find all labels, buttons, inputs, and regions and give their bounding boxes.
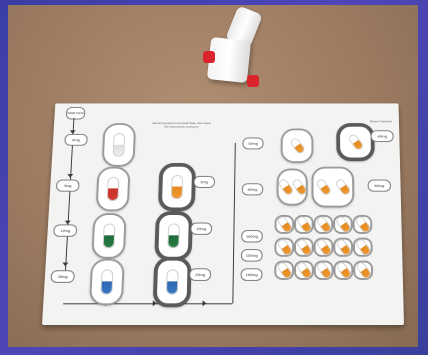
dosage-chart-sheet bbox=[42, 103, 404, 325]
dose-label-text: 160mg bbox=[245, 233, 258, 239]
start-label-text: Start here bbox=[67, 110, 85, 116]
capsule-icon bbox=[315, 215, 332, 234]
capsule-well bbox=[275, 215, 295, 234]
start-label bbox=[66, 107, 86, 120]
capsule-icon bbox=[315, 178, 332, 196]
dose-label-text: 20mg bbox=[195, 271, 206, 277]
capsule-icon bbox=[347, 133, 364, 151]
dose-label-text: 3mg bbox=[63, 182, 72, 188]
capsule-well bbox=[353, 215, 373, 234]
capsule-icon bbox=[166, 269, 179, 294]
capsule-icon bbox=[275, 261, 292, 280]
capsule-icon bbox=[335, 261, 353, 280]
capsule-icon bbox=[315, 238, 332, 257]
capsule-icon bbox=[289, 137, 306, 155]
capsule-icon bbox=[354, 261, 372, 280]
capsule-well bbox=[314, 215, 334, 234]
recent-capsules-label bbox=[368, 120, 393, 124]
capsule-icon bbox=[113, 133, 126, 157]
dose-label-text: 80mg bbox=[374, 182, 385, 188]
right-flow-line bbox=[232, 143, 235, 303]
capsule-icon bbox=[171, 175, 183, 199]
capsule-icon bbox=[354, 238, 372, 257]
capsule-well bbox=[91, 213, 126, 259]
capsule-well bbox=[102, 123, 136, 167]
capsule-well bbox=[96, 167, 131, 212]
dose-label bbox=[190, 223, 212, 235]
capsule-well bbox=[333, 238, 353, 257]
dose-label bbox=[242, 138, 263, 150]
capsule-well bbox=[274, 238, 294, 257]
capsule-well bbox=[153, 257, 192, 307]
capsule-well bbox=[353, 238, 373, 257]
capsule-icon bbox=[107, 177, 120, 201]
dose-label-text: 160mg bbox=[245, 271, 258, 277]
inhaler-button-right bbox=[247, 75, 259, 87]
capsule-icon bbox=[334, 238, 351, 257]
dose-label bbox=[193, 176, 215, 188]
dose-label-text: 40mg bbox=[248, 140, 258, 146]
capsule-well bbox=[89, 259, 125, 306]
capsule-group bbox=[281, 129, 314, 164]
dose-label-text: 25mg bbox=[57, 273, 68, 279]
capsule-well bbox=[294, 215, 314, 234]
capsule-icon bbox=[315, 261, 333, 280]
capsule-group bbox=[311, 167, 354, 208]
chart-note-text: Record symptoms and peak flows, then check the chart before moving on bbox=[152, 121, 211, 129]
capsule-well bbox=[314, 261, 334, 280]
capsule-well bbox=[314, 238, 334, 257]
dose-label bbox=[64, 134, 88, 146]
capsule-icon bbox=[276, 215, 293, 234]
capsule-icon bbox=[100, 269, 113, 294]
dose-label bbox=[53, 224, 77, 236]
capsule-icon bbox=[276, 238, 293, 257]
capsule-well bbox=[294, 238, 314, 257]
capsule-well bbox=[333, 215, 353, 234]
bottom-flow-line bbox=[63, 303, 232, 304]
dose-label-text: 40mg bbox=[377, 133, 387, 138]
arrow-icon bbox=[202, 300, 206, 306]
dose-label bbox=[56, 180, 80, 192]
capsule-well bbox=[274, 261, 294, 280]
capsule-well bbox=[154, 211, 193, 260]
capsule-icon bbox=[277, 178, 294, 196]
capsule-well bbox=[333, 261, 353, 280]
capsule-icon bbox=[334, 178, 351, 196]
capsule-cluster bbox=[274, 215, 369, 280]
capsule-group bbox=[277, 169, 308, 206]
inhaler-device bbox=[203, 9, 273, 89]
capsule-icon bbox=[334, 215, 351, 234]
recent-capsules-text: Recent Capsules bbox=[369, 119, 392, 124]
dose-label bbox=[241, 230, 263, 242]
dose-label-text: 80mg bbox=[247, 186, 258, 192]
dose-label bbox=[189, 268, 211, 281]
arrow-icon bbox=[62, 263, 68, 267]
capsule-icon bbox=[354, 215, 371, 234]
dose-label bbox=[242, 183, 263, 195]
dose-label bbox=[241, 249, 263, 261]
dose-label-text: 6mg bbox=[72, 137, 80, 142]
capsule-well bbox=[158, 163, 196, 211]
dose-label-text: 10mg bbox=[196, 225, 207, 231]
capsule-well bbox=[294, 261, 314, 280]
capsule-well bbox=[353, 261, 373, 280]
chart-note bbox=[151, 121, 212, 128]
dose-label-text: 160mg bbox=[245, 252, 258, 258]
capsule-icon bbox=[295, 215, 312, 234]
capsule-icon bbox=[295, 238, 312, 257]
dose-label bbox=[50, 270, 74, 283]
capsule-icon bbox=[295, 261, 312, 280]
capsule-icon bbox=[290, 178, 307, 196]
dose-label bbox=[241, 268, 263, 281]
capsule-icon bbox=[167, 223, 179, 248]
capsule-well bbox=[336, 123, 375, 161]
dose-label-text: 5mg bbox=[200, 179, 209, 184]
arrow-icon bbox=[67, 174, 73, 178]
capsule-icon bbox=[103, 223, 116, 248]
photo-frame bbox=[8, 5, 418, 347]
inhaler-button-left bbox=[203, 51, 215, 63]
dose-label-text: 12mg bbox=[60, 227, 71, 233]
dose-label bbox=[368, 180, 391, 192]
dose-label bbox=[371, 130, 394, 142]
